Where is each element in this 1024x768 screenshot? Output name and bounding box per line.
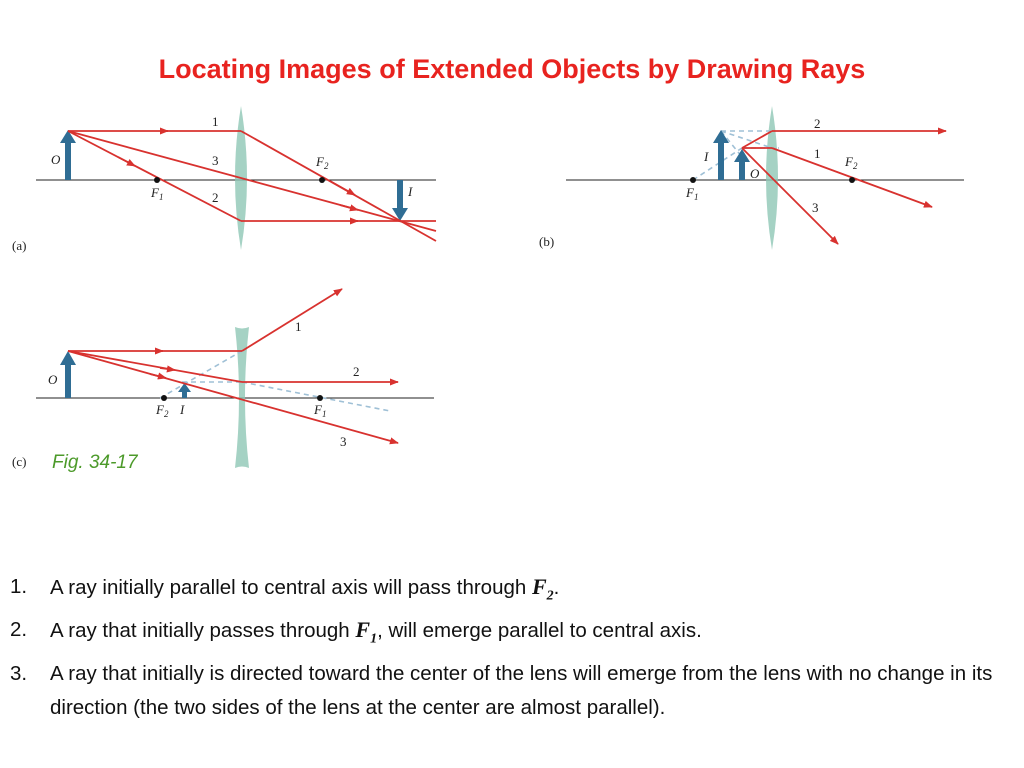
rule-item [10, 657, 995, 725]
rule-number: 3. [10, 661, 28, 685]
ray-3 [742, 148, 838, 244]
rule-number: 1. [10, 575, 28, 598]
ray-1 [68, 131, 436, 241]
object-arrow [60, 130, 76, 180]
image-arrow [713, 130, 729, 180]
image-label: I [704, 149, 709, 164]
rule-text: A ray initially parallel to central axis will pass through [50, 576, 532, 599]
object-label: O [48, 372, 58, 387]
panel-tag: (b) [539, 234, 555, 249]
object-label: O [750, 166, 760, 181]
focal-point-f1 [154, 177, 160, 183]
focal-point-f1 [690, 177, 696, 183]
image-label: I [408, 184, 413, 199]
rule-item: 1. A ray initially parallel to central axis will pass through $F_2$. [10, 570, 995, 613]
rule-number: 2. [10, 618, 28, 642]
ray-3 [68, 131, 436, 231]
ray-number-1: 1 [212, 114, 219, 129]
ray-number-1: 1 [814, 146, 821, 161]
focal-point-f1 [317, 395, 323, 401]
rule-text: A ray that initially passes through [50, 619, 356, 643]
ray-3 [68, 351, 398, 443]
panel-tag: (a) [12, 238, 27, 253]
panel-a [12, 106, 436, 253]
ray-number-1: 1 [295, 319, 302, 334]
focal-point-f2 [319, 177, 325, 183]
ray-number-3: 3 [212, 153, 219, 168]
ray-rules-list [10, 570, 995, 725]
focal-symbol: $F_1$ [355, 617, 378, 647]
ray-number-3: 3 [340, 434, 347, 449]
focal-point-f2 [161, 395, 167, 401]
ray-number-2: 2 [814, 116, 821, 131]
panel-c [12, 289, 434, 469]
ray-number-2: 2 [353, 364, 360, 379]
focal-label-f1: $F_1$ [151, 185, 164, 202]
focal-point-f2 [849, 177, 855, 183]
focal-label-f2: $F_2$ [845, 154, 858, 171]
ray-number-2: 2 [212, 190, 219, 205]
focal-symbol: $F_2$ [531, 574, 554, 604]
ray-2 [68, 131, 436, 221]
focal-label-f2: $F_2$ [316, 154, 329, 171]
panel-b [539, 106, 964, 250]
focal-label-f2: $F_2$ [156, 402, 169, 419]
panel-tag: (c) [12, 454, 27, 469]
virtual-ray-extensions [160, 351, 390, 411]
focal-label-f1: $F_1$ [686, 185, 699, 202]
page-title: Locating Images of Extended Objects by Drawing Rays [158, 54, 866, 84]
ray-number-3: 3 [812, 200, 819, 215]
image-arrow [392, 180, 408, 221]
rule-item: 2. A ray that initially passes through $F_1$, will emerge parallel to central axis. [10, 613, 995, 656]
focal-label-f1: $F_1$ [314, 402, 327, 419]
rule-text: A ray that initially is directed toward the center of the lens will emerge from the lens with no change in its direction (the two sides of the lens at the center are almost parallel). [50, 661, 993, 719]
figure-caption: Fig. 34-17 [52, 452, 138, 473]
object-arrow [60, 351, 76, 398]
object-label: O [51, 152, 61, 167]
image-label: I [180, 402, 185, 417]
